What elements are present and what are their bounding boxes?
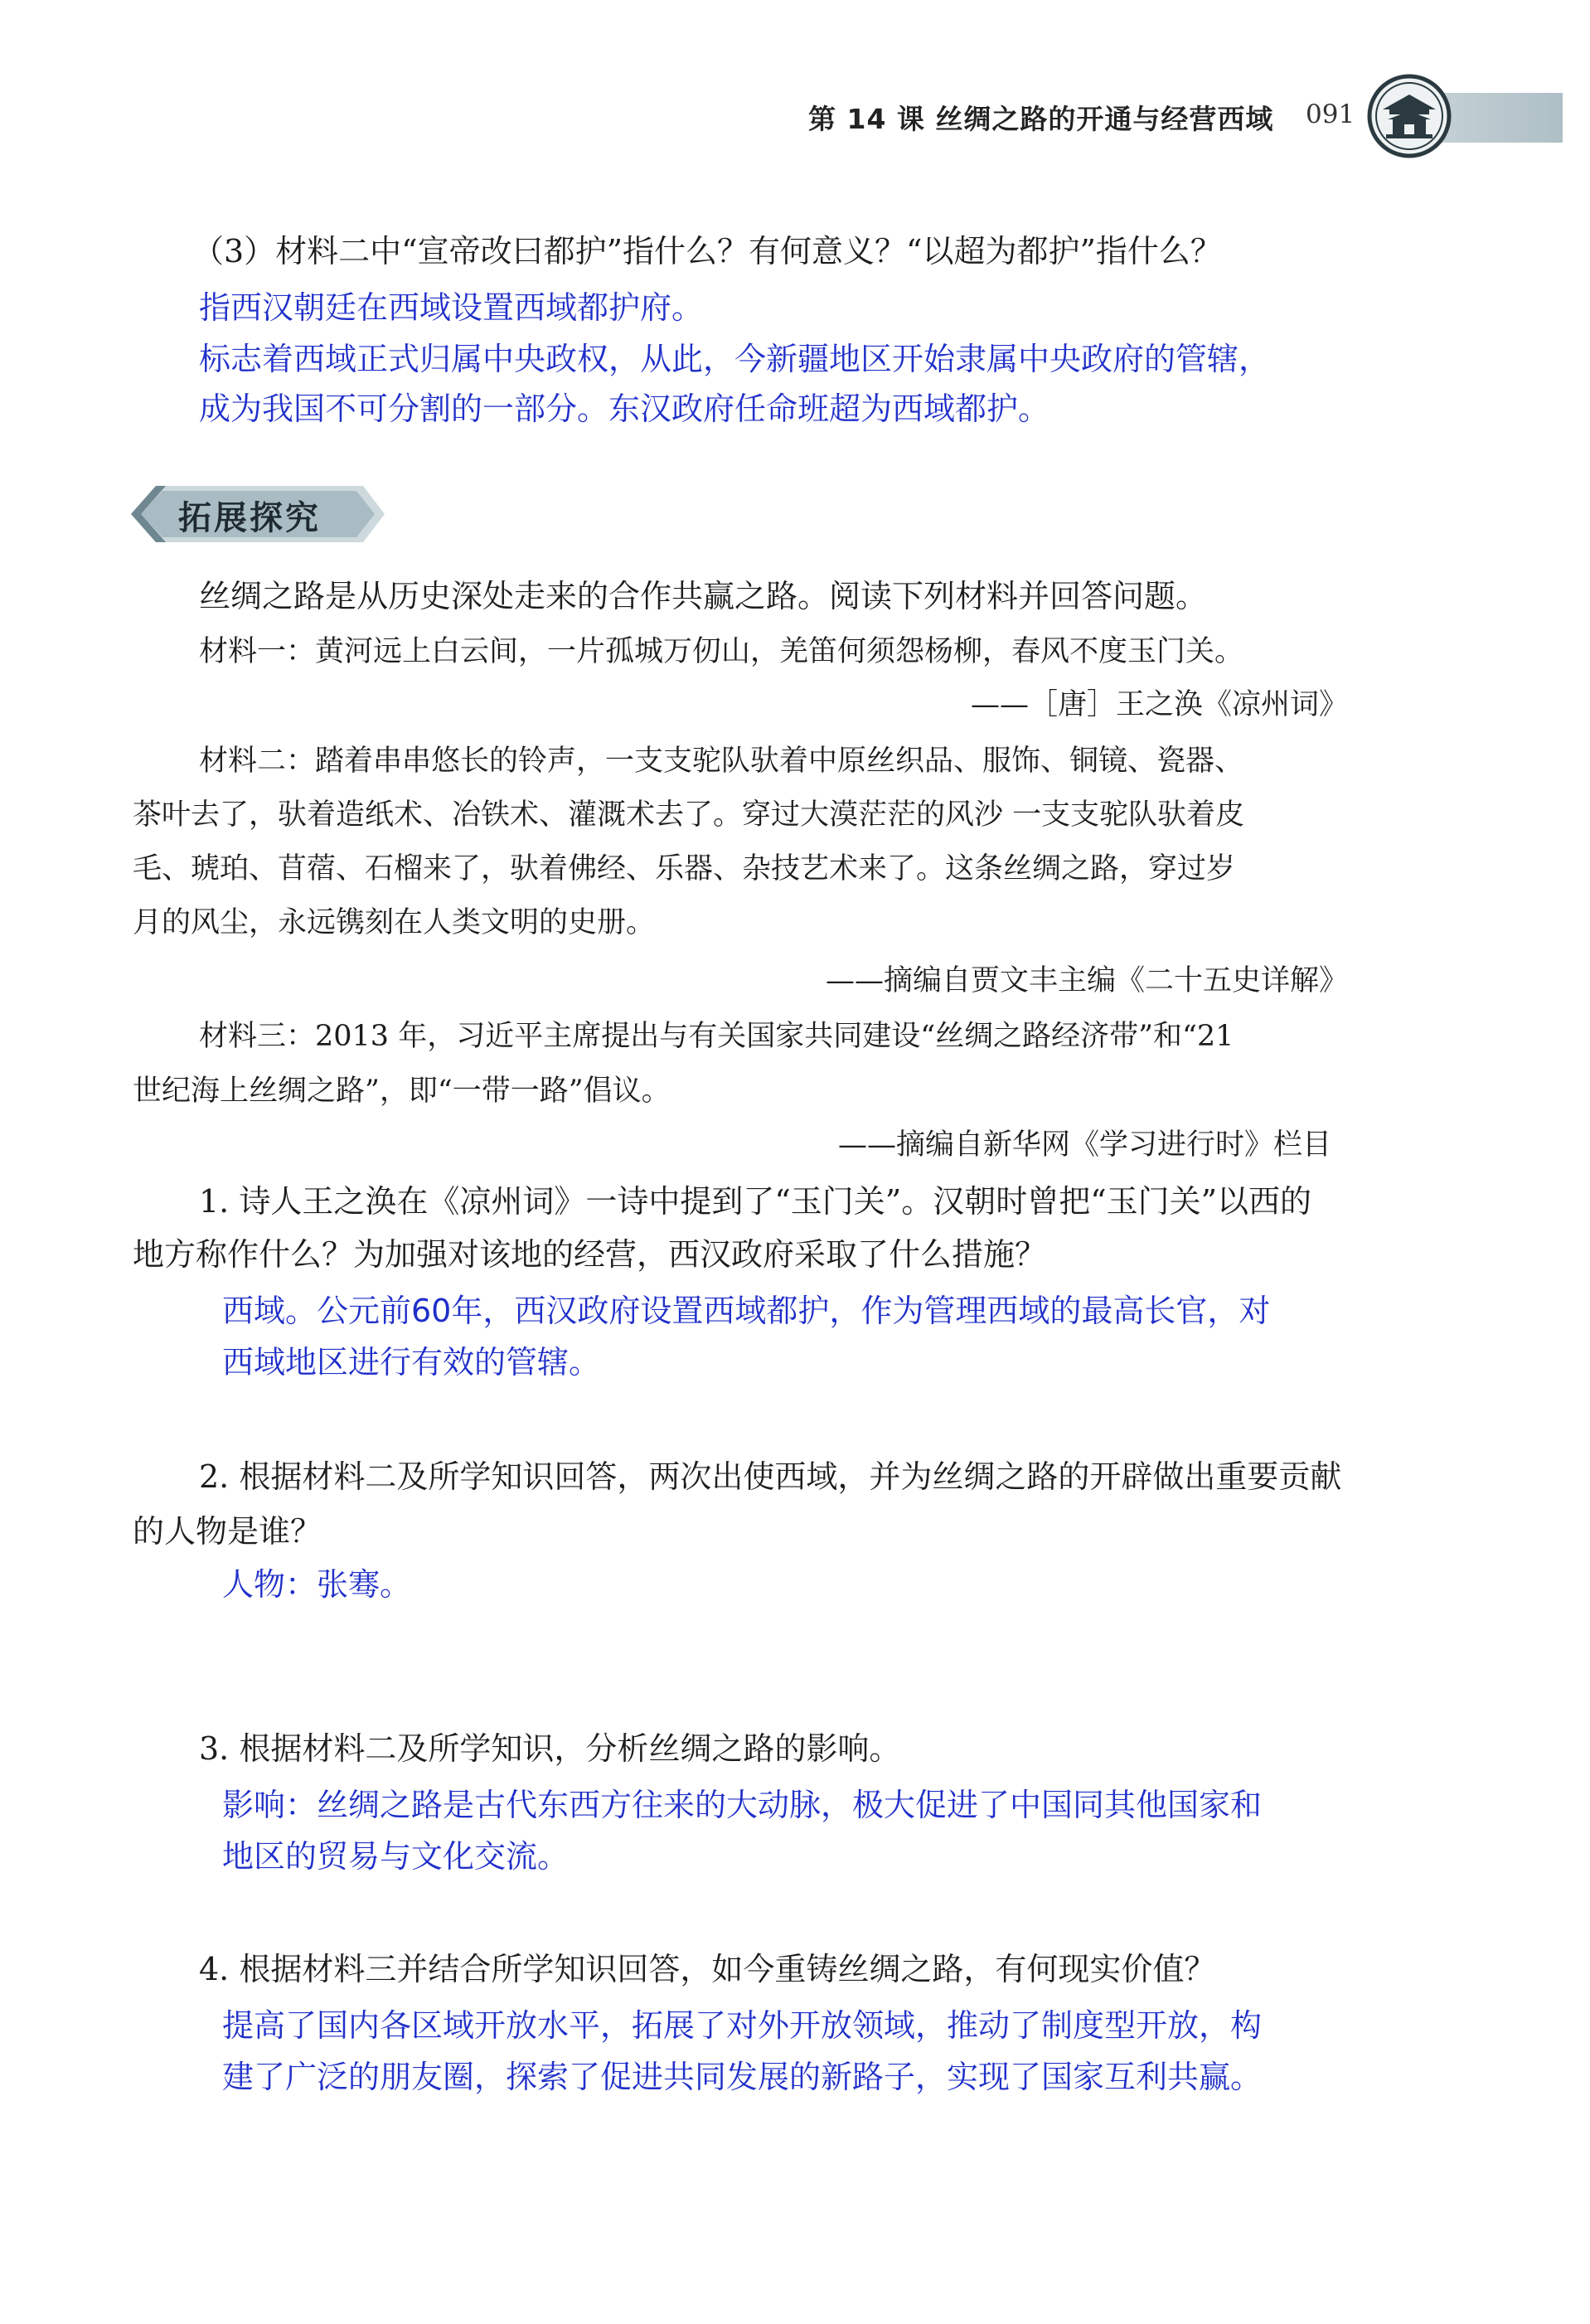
- section-intro: 丝绸之路是从历史深处走来的合作共赢之路。阅读下列材料并回答问题。: [199, 578, 1208, 614]
- answer-line: 建了广泛的朋友圈，探索了促进共同发展的新路子，实现了国家互利共赢。: [222, 2059, 1263, 2095]
- material-3-line: 世纪海上丝绸之路”，即“一带一路”倡议。: [133, 1075, 671, 1108]
- material-2-line: 月的风尘，永远镌刻在人类文明的史册。: [133, 906, 656, 939]
- question-3-text: （3）材料二中“宣帝改曰都护”指什么？有何意义？“以超为都护”指什么？: [192, 233, 1222, 269]
- material-1-source: ——［唐］王之涣《凉州词》: [970, 688, 1348, 721]
- palace-emblem-icon: [1366, 73, 1452, 159]
- question-2-line: 的人物是谁？: [133, 1513, 322, 1550]
- page-number: 091: [1306, 99, 1355, 129]
- answer-line: 指西汉朝廷在西域设置西域都护府。: [199, 289, 704, 326]
- question-4-line: 4. 根据材料三并结合所学知识回答，如今重铸丝绸之路，有何现实价值？: [199, 1951, 1216, 1987]
- material-2-source: ——摘编自贾文丰主编《二十五史详解》: [825, 964, 1348, 997]
- answer-line: 人物：张骞。: [222, 1566, 412, 1603]
- material-1-text: 材料一：黄河远上白云间，一片孤城万仞山，羌笛何须怨杨柳，春风不度玉门关。: [199, 635, 1244, 668]
- material-3-line: 材料三：2013 年，习近平主席提出与有关国家共同建设“丝绸之路经济带”和“21: [199, 1020, 1234, 1053]
- question-1-line: 地方称作什么？为加强对该地的经营，西汉政府采取了什么措施？: [133, 1236, 1047, 1273]
- answer-line: 西域地区进行有效的管辖。: [222, 1344, 601, 1380]
- answer-line: 提高了国内各区域开放水平，拓展了对外开放领域，推动了制度型开放，构: [222, 2007, 1263, 2044]
- material-2-line: 毛、琥珀、苜蓿、石榴来了，驮着佛经、乐器、杂技艺术来了。这条丝绸之路，穿过岁: [133, 852, 1236, 885]
- material-2-line: 材料二：踏着串串悠长的铃声，一支支驼队驮着中原丝织品、服饰、铜镜、瓷器、: [199, 745, 1244, 778]
- question-1-line: 1. 诗人王之涣在《凉州词》一诗中提到了“玉门关”。汉朝时曾把“玉门关”以西的: [199, 1183, 1312, 1220]
- lesson-title: 第 14 课 丝绸之路的开通与经营西域: [808, 103, 1274, 135]
- question-2-line: 2. 根据材料二及所学知识回答，两次出使西域，并为丝绸之路的开辟做出重要贡献: [199, 1458, 1342, 1495]
- answer-line: 标志着西域正式归属中央政权，从此，今新疆地区开始隶属中央政府的管辖，: [199, 341, 1271, 377]
- question-3-line: 3. 根据材料二及所学知识，分析丝绸之路的影响。: [199, 1730, 901, 1767]
- answer-line: 成为我国不可分割的一部分。东汉政府任命班超为西域都护。: [199, 391, 1050, 427]
- answer-line: 地区的贸易与文化交流。: [222, 1838, 570, 1875]
- answer-line: 影响：丝绸之路是古代东西方往来的大动脉，极大促进了中国同其他国家和: [222, 1787, 1263, 1823]
- material-3-source: ——摘编自新华网《学习进行时》栏目: [837, 1128, 1331, 1162]
- section-title: 拓展探究: [178, 499, 321, 537]
- answer-line: 西域。公元前60年，西汉政府设置西域都护，作为管理西域的最高长官，对: [222, 1293, 1271, 1329]
- material-2-line: 茶叶去了，驮着造纸术、冶铁术、灌溉术去了。穿过大漠茫茫的风沙 一支支驼队驮着皮: [133, 798, 1245, 832]
